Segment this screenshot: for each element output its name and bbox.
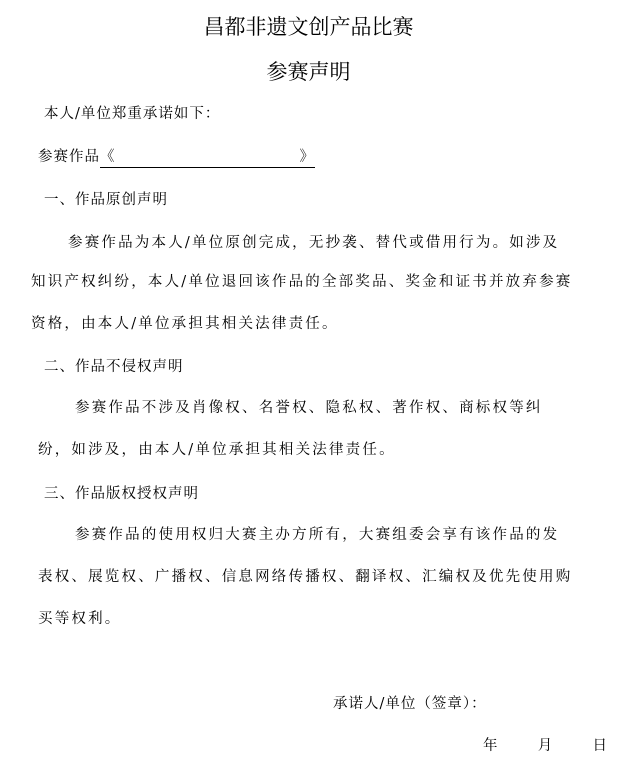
section-heading-1: 一、作品原创声明	[44, 192, 168, 208]
date-day: 日	[592, 738, 608, 754]
section-2-line-2: 纷，如涉及，由本人/单位承担其相关法律责任。	[38, 442, 396, 458]
work-title-field	[38, 150, 315, 168]
section-1-line-1: 参赛作品为本人/单位原创完成，无抄袭、替代或借用行为。如涉及	[68, 235, 560, 251]
section-2-line-1: 参赛作品不涉及肖像权、名誉权、隐私权、著作权、商标权等纠	[75, 400, 543, 416]
document-subtitle: 参赛声明	[266, 60, 351, 84]
section-heading-3: 三、作品版权授权声明	[44, 486, 199, 502]
section-3-line-3: 买等权利。	[38, 611, 122, 627]
section-3-line-1: 参赛作品的使用权归大赛主办方所有，大赛组委会享有该作品的发	[75, 527, 560, 543]
date-line	[483, 739, 608, 754]
section-1-line-3: 资格，由本人/单位承担其相关法律责任。	[31, 316, 339, 332]
signature-label: 承诺人/单位（签章）：	[333, 696, 487, 712]
document-title: 昌都非遗文创产品比赛	[203, 15, 414, 39]
date-month: 月	[537, 738, 554, 754]
section-3-line-2: 表权、展览权、广播权、信息网络传播权、翻译权、汇编权及优先使用购	[38, 569, 573, 585]
intro-text: 本人/单位郑重承诺如下：	[44, 106, 221, 122]
section-1-line-2: 知识产权纠纷，本人/单位退回该作品的全部奖品、奖金和证书并放弃参赛	[31, 274, 573, 290]
section-heading-2: 二、作品不侵权声明	[44, 359, 184, 375]
work-label: 参赛作品	[38, 149, 100, 165]
work-title-blank: 《 》	[100, 150, 315, 168]
date-year: 年	[483, 738, 499, 754]
